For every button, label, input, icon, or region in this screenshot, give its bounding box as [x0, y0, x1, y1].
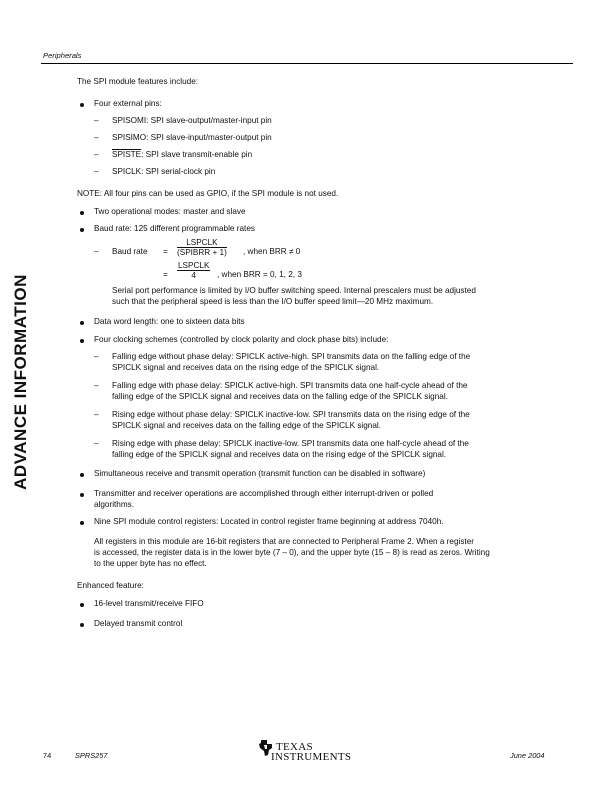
side-label	[3, 252, 39, 512]
clocking-item-line: falling edge of the SPICLK signal and receives data on the rising edge of the SPICLK signal.	[112, 450, 447, 459]
baud-condition-1: , when BRR ≠ 0	[243, 247, 301, 256]
header-rule	[41, 63, 573, 64]
dash: –	[94, 410, 99, 419]
dash: –	[94, 352, 99, 361]
clocking-item-line: Rising edge without phase delay: SPICLK inactive-low. SPI transmits data on the rising edge of the	[112, 410, 470, 419]
fraction-numerator: LSPCLK	[178, 261, 210, 270]
word-length-text: Data word length: one to sixteen data bits	[94, 317, 245, 326]
dash: –	[94, 116, 99, 125]
modes-text: Two operational modes: master and slave	[94, 207, 246, 216]
pin-name-spiste: SPISTE	[112, 150, 142, 159]
txrx-line: algorithms.	[94, 500, 135, 509]
fraction-denominator: (SPIBRR + 1)	[177, 248, 227, 257]
registers-heading: Nine SPI module control registers: Located in control register frame beginning at address 7040h.	[94, 517, 444, 526]
txrx-line: Transmitter and receiver operations are accomplished through either interrupt-driven or polled	[94, 489, 434, 498]
bullet	[80, 321, 84, 325]
dash: –	[94, 133, 99, 142]
doc-id: SPRS257	[75, 751, 108, 760]
dash: –	[94, 167, 99, 176]
bullet	[80, 623, 84, 627]
gpio-note: NOTE: All four pins can be used as GPIO, if the SPI module is not used.	[77, 189, 339, 198]
baud-label: Baud rate	[112, 247, 148, 256]
enhanced-item: Delayed transmit control	[94, 619, 183, 628]
dash: –	[94, 439, 99, 448]
pin-desc: : SPI slave transmit-enable pin	[141, 150, 253, 159]
bullet	[80, 339, 84, 343]
clocking-heading: Four clocking schemes (controlled by clock polarity and clock phase bits) include:	[94, 335, 389, 344]
baud-note-line: such that the peripheral speed is less than the I/O buffer speed limit—20 MHz maximum.	[112, 297, 434, 306]
enhanced-heading: Enhanced feature:	[77, 581, 144, 590]
pin-item	[112, 150, 252, 160]
clocking-item-line: SPICLK signal and receives data on the falling edge of the SPICLK signal.	[112, 421, 381, 430]
bullet	[80, 603, 84, 607]
baud-heading: Baud rate: 125 different programmable rates	[94, 224, 255, 233]
ti-logo-text	[271, 752, 351, 763]
publication-date: June 2004	[510, 751, 545, 760]
fraction-denominator: 4	[191, 271, 196, 280]
baud-condition-2: , when BRR = 0, 1, 2, 3	[217, 270, 302, 279]
baud-fraction-2	[177, 261, 210, 281]
bullet	[80, 228, 84, 232]
bullet	[80, 211, 84, 215]
pin-item: SPISIMO: SPI slave-input/master-output pin	[112, 133, 272, 142]
intro-text: The SPI module features include:	[77, 77, 199, 86]
bullet	[80, 473, 84, 477]
ti-logo-line: TEXAS	[276, 741, 313, 753]
pin-item: SPISOMI: SPI slave-output/master-input pin	[112, 116, 272, 125]
fraction-numerator: LSPCLK	[177, 238, 227, 248]
enhanced-item: 16-level transmit/receive FIFO	[94, 599, 204, 608]
clocking-item-line: Rising edge with phase delay: SPICLK inactive-low. SPI transmits data one half-cycle ahead of the	[112, 439, 469, 448]
clocking-item-line: SPICLK signal and receives data on the rising edge of the SPICLK signal.	[112, 363, 380, 372]
dash: –	[94, 247, 99, 256]
registers-line: to the upper byte has no effect.	[94, 559, 207, 568]
pin-item: SPICLK: SPI serial-clock pin	[112, 167, 216, 176]
baud-fraction-1	[177, 238, 227, 258]
baud-note-line: Serial port performance is limited by I/O buffer switching speed. Internal prescalers must be adjusted	[112, 286, 476, 295]
registers-line: All registers in this module are 16-bit registers that are connected to Peripheral Frame 2. When a register	[94, 537, 474, 546]
clocking-item-line: Falling edge with phase delay: SPICLK active-high. SPI transmits data one half-cycle ahead of the	[112, 381, 468, 390]
dash: –	[94, 381, 99, 390]
equals-sign: =	[163, 247, 168, 256]
dash: –	[94, 150, 99, 159]
registers-line: is accessed, the register data is in the lower byte (7 – 0), and the upper byte (15 – 8) is read as zeros. Writing	[94, 548, 490, 557]
side-label-text: ADVANCE INFORMATION	[11, 274, 30, 490]
ti-logo-line: INSTRUMENTS	[271, 751, 352, 763]
clocking-item-line: falling edge of the SPICLK signal and receives data on the falling edge of the SPICLK signal.	[112, 392, 448, 401]
bullet	[80, 493, 84, 497]
pins-heading: Four external pins:	[94, 99, 162, 108]
page-number: 74	[43, 751, 52, 760]
simultaneous-text: Simultaneous receive and transmit operation (transmit function can be disabled in software)	[94, 469, 426, 478]
equals-sign: =	[163, 270, 168, 279]
bullet	[80, 103, 84, 107]
clocking-item-line: Falling edge without phase delay: SPICLK active-high. SPI transmits data on the falling edge of the	[112, 352, 471, 361]
section-header: Peripherals	[43, 51, 82, 60]
bullet	[80, 521, 84, 525]
